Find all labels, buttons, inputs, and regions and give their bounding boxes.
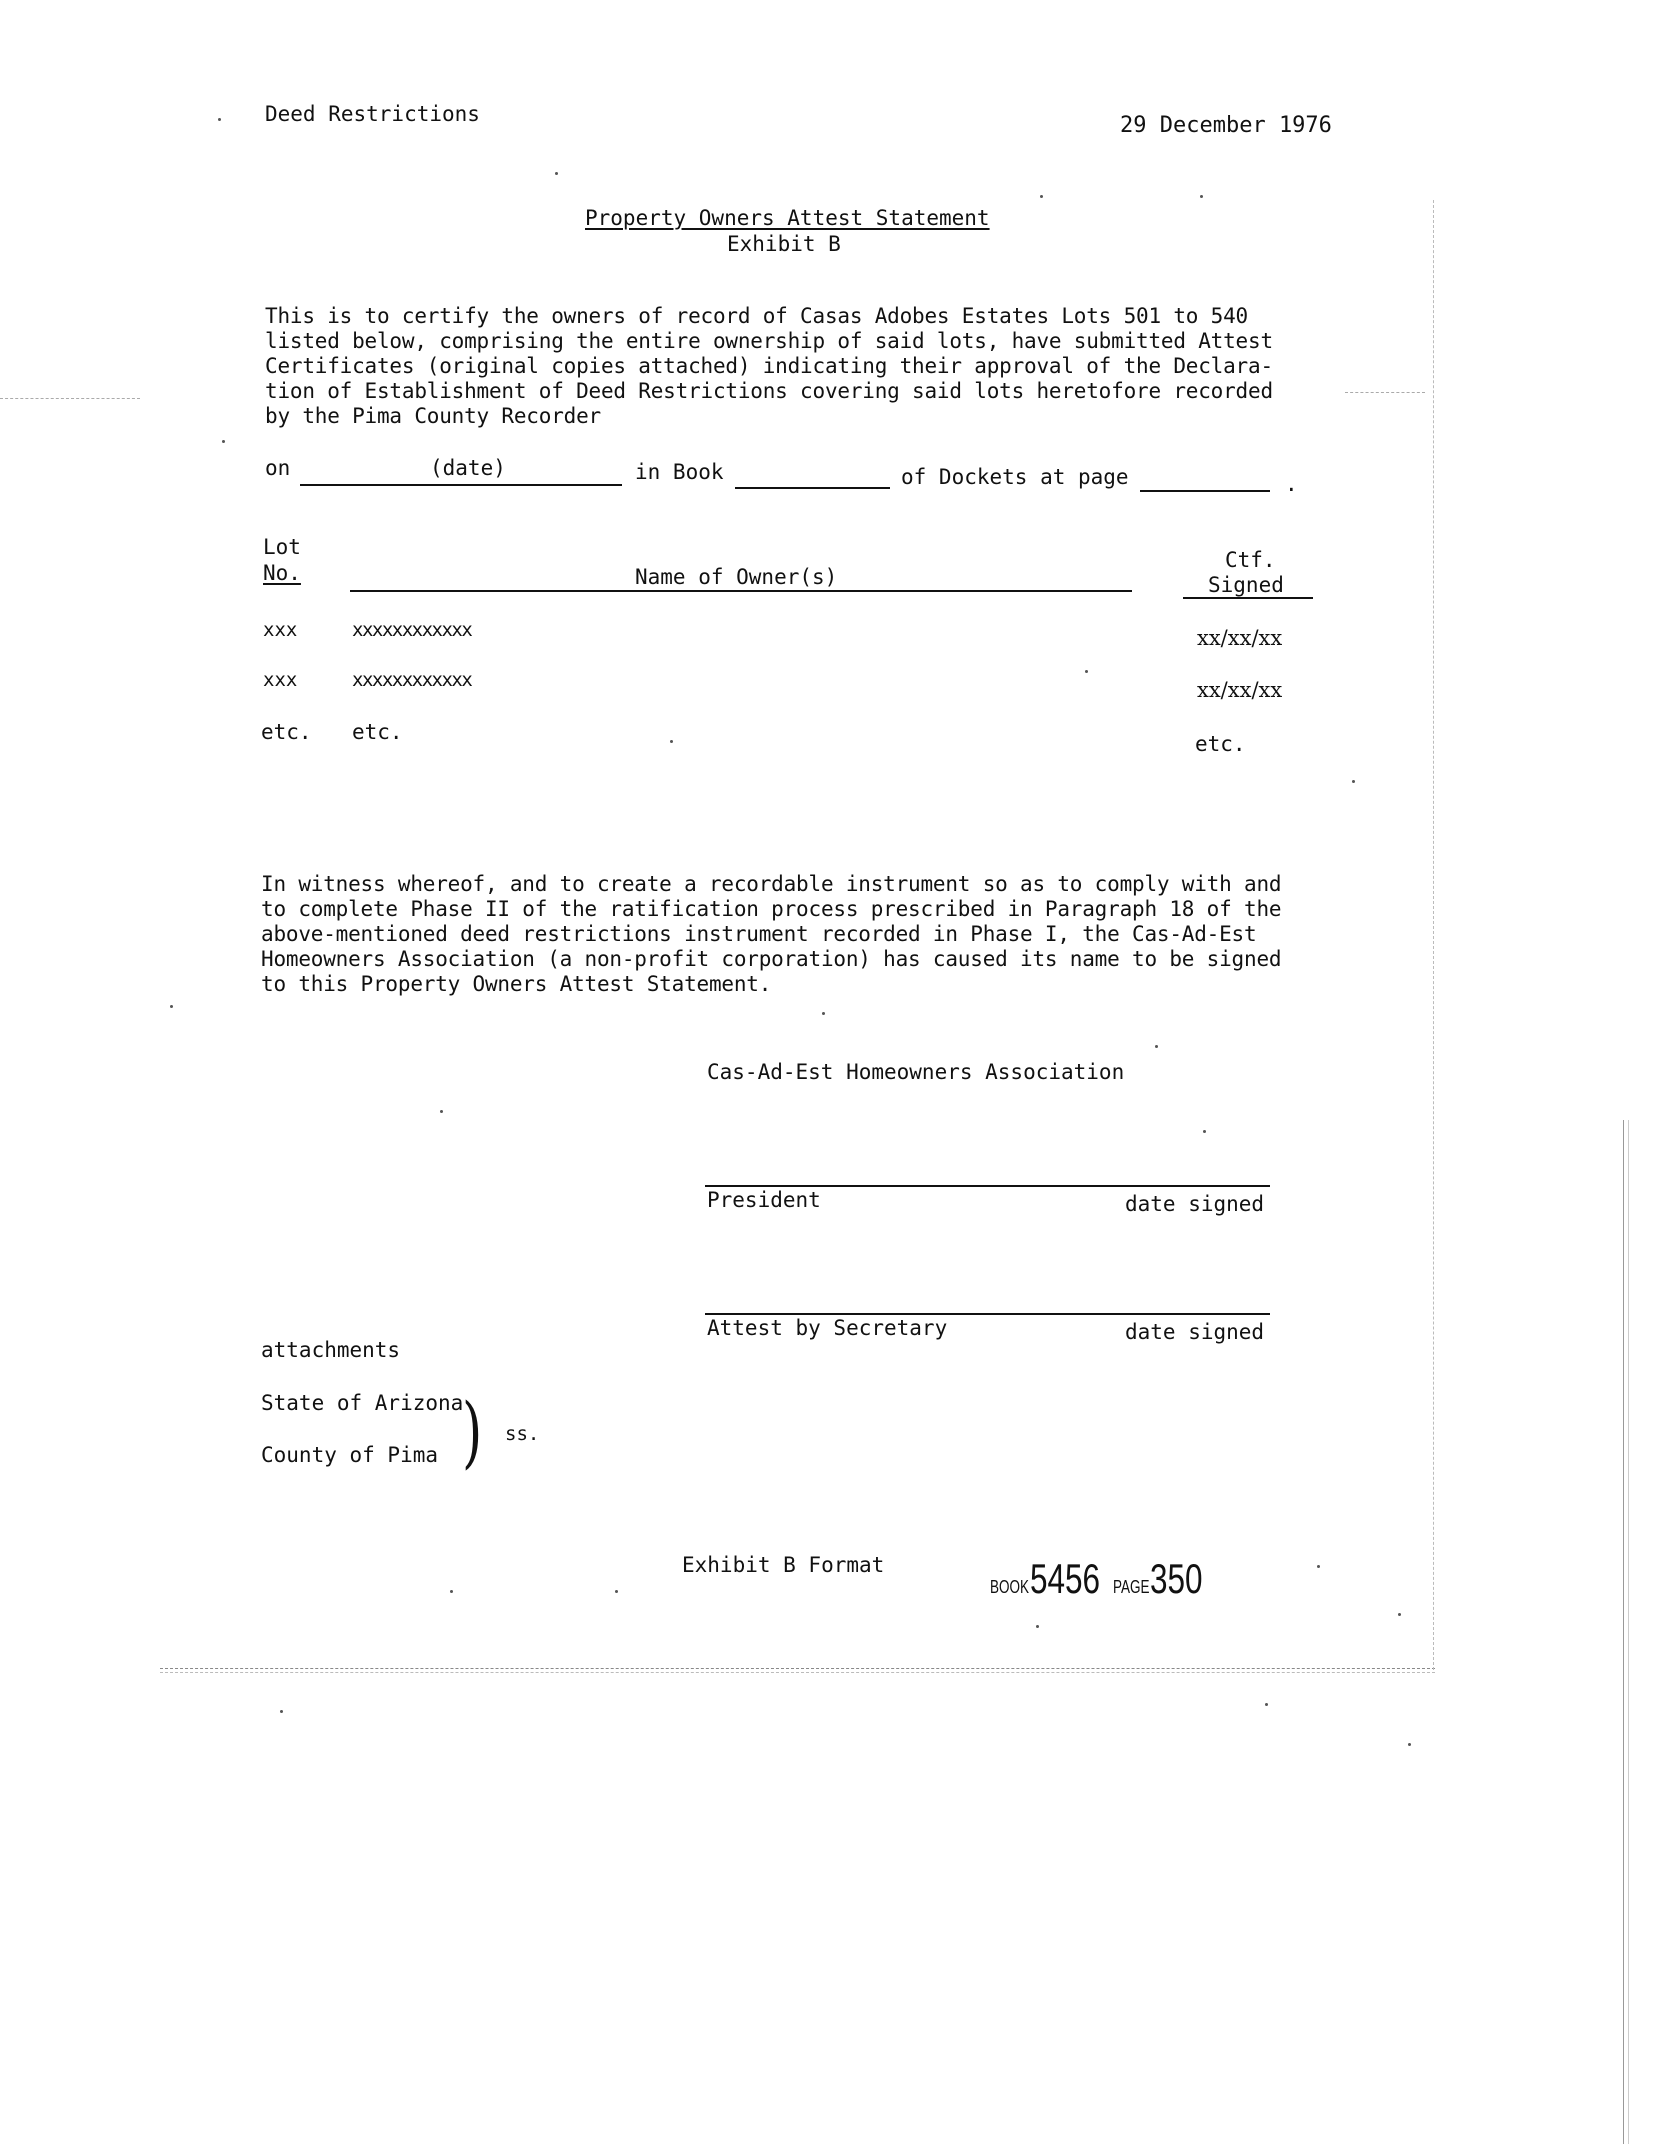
stamp-page-label: PAGE	[1113, 1577, 1150, 1597]
scan-speck	[1265, 1703, 1268, 1706]
record-book-blank[interactable]	[735, 487, 890, 489]
scan-speck	[280, 1710, 283, 1713]
header-left: Deed Restrictions	[265, 102, 480, 126]
stamp-page-number: 350	[1150, 1555, 1203, 1602]
table-row-owner: xxxxxxxxxxxx	[352, 619, 472, 641]
secretary-signature-line[interactable]	[705, 1313, 1270, 1315]
header-lot-line1: Lot	[263, 535, 301, 559]
scan-speck	[615, 1590, 618, 1593]
header-ctf-line1: Ctf.	[1225, 548, 1276, 572]
venue-county: County of Pima	[261, 1443, 439, 1467]
scan-speck	[1352, 780, 1355, 783]
scan-speck	[440, 1110, 443, 1113]
witness-line: above-mentioned deed restrictions instrument recorded in Phase I, the Cas-Ad-Est	[261, 922, 1257, 946]
scan-edge-line	[1623, 1120, 1624, 2144]
table-row-lot: xxx	[263, 669, 298, 691]
witness-line: In witness whereof, and to create a recordable instrument so as to comply with and	[261, 872, 1282, 896]
page-subtitle: Exhibit B	[727, 232, 841, 256]
association-name: Cas-Ad-Est Homeowners Association	[707, 1060, 1125, 1084]
intro-line: by the Pima County Recorder	[265, 404, 601, 428]
witness-line: Homeowners Association (a non-profit corporation) has caused its name to be signed	[261, 947, 1282, 971]
record-on-label: on	[265, 456, 291, 480]
record-dockets-label: of Dockets at page	[901, 465, 1129, 489]
scan-smudge	[0, 398, 140, 399]
scan-speck	[222, 440, 225, 443]
record-period: .	[1285, 472, 1298, 496]
scan-speck	[1036, 1625, 1039, 1628]
scan-speck	[1085, 670, 1088, 673]
intro-line: tion of Establishment of Deed Restrictions covering said lots heretofore recorded	[265, 379, 1273, 403]
scan-speck	[555, 172, 558, 175]
venue-state: State of Arizona	[261, 1391, 464, 1415]
table-row-owner: etc.	[352, 720, 403, 744]
record-date-placeholder: (date)	[430, 456, 506, 480]
header-lot-line2: No.	[263, 561, 301, 585]
page-title: Property Owners Attest Statement	[585, 206, 990, 230]
scan-speck	[1155, 1045, 1158, 1048]
attachments-label: attachments	[261, 1338, 401, 1362]
table-row-lot: etc.	[261, 720, 312, 744]
witness-line: to complete Phase II of the ratification process prescribed in Paragraph 18 of the	[261, 897, 1282, 921]
stamp-book-number: 5456	[1030, 1555, 1101, 1602]
scan-speck	[218, 118, 221, 121]
table-row-signed: xx/xx/xx	[1197, 678, 1283, 702]
recording-stamp	[990, 1555, 1220, 1605]
scan-smudge	[1345, 392, 1425, 393]
venue-ss: ss.	[505, 1423, 540, 1445]
intro-line: listed below, comprising the entire ownership of said lots, have submitted Attest	[265, 329, 1273, 353]
record-in-book-label: in Book	[635, 460, 724, 484]
president-label: President	[707, 1188, 821, 1212]
scan-edge-line	[160, 1668, 1435, 1669]
header-ctf-rule	[1183, 597, 1313, 599]
scan-speck	[1200, 195, 1203, 198]
scan-edge-line	[1433, 200, 1434, 1670]
table-row-signed: xx/xx/xx	[1197, 626, 1283, 650]
header-ctf-line2: Signed	[1208, 573, 1284, 597]
scan-speck	[1408, 1743, 1411, 1746]
president-signature-line[interactable]	[705, 1185, 1270, 1187]
record-date-blank[interactable]	[300, 484, 622, 486]
stamp-book-label: BOOK	[990, 1577, 1030, 1597]
president-date-signed: date signed	[1125, 1192, 1265, 1216]
witness-line: to this Property Owners Attest Statement.	[261, 972, 772, 996]
scan-speck	[822, 1012, 825, 1015]
scan-speck	[170, 1005, 173, 1008]
record-page-blank[interactable]	[1140, 490, 1270, 492]
scan-speck	[670, 740, 673, 743]
venue-brace: )	[462, 1388, 483, 1478]
header-owner-rule	[350, 590, 1132, 592]
secretary-label: Attest by Secretary	[707, 1316, 948, 1340]
scan-edge-line	[1628, 1120, 1629, 2144]
intro-line: This is to certify the owners of record of Casas Adobes Estates Lots 501 to 540	[265, 304, 1249, 328]
secretary-date-signed: date signed	[1125, 1320, 1265, 1344]
scan-speck	[1398, 1613, 1401, 1616]
scan-speck	[1317, 1565, 1320, 1568]
header-date: 29 December 1976	[1120, 113, 1332, 138]
header-owner: Name of Owner(s)	[635, 565, 838, 589]
scan-speck	[1203, 1130, 1206, 1133]
exhibit-format-label: Exhibit B Format	[682, 1553, 885, 1577]
scan-speck	[450, 1590, 453, 1593]
scan-speck	[1040, 195, 1043, 198]
intro-line: Certificates (original copies attached) indicating their approval of the Declara-	[265, 354, 1273, 378]
table-row-signed: etc.	[1195, 732, 1246, 756]
table-row-lot: xxx	[263, 619, 298, 641]
table-row-owner: xxxxxxxxxxxx	[352, 669, 472, 691]
scan-edge-line	[160, 1672, 1435, 1673]
